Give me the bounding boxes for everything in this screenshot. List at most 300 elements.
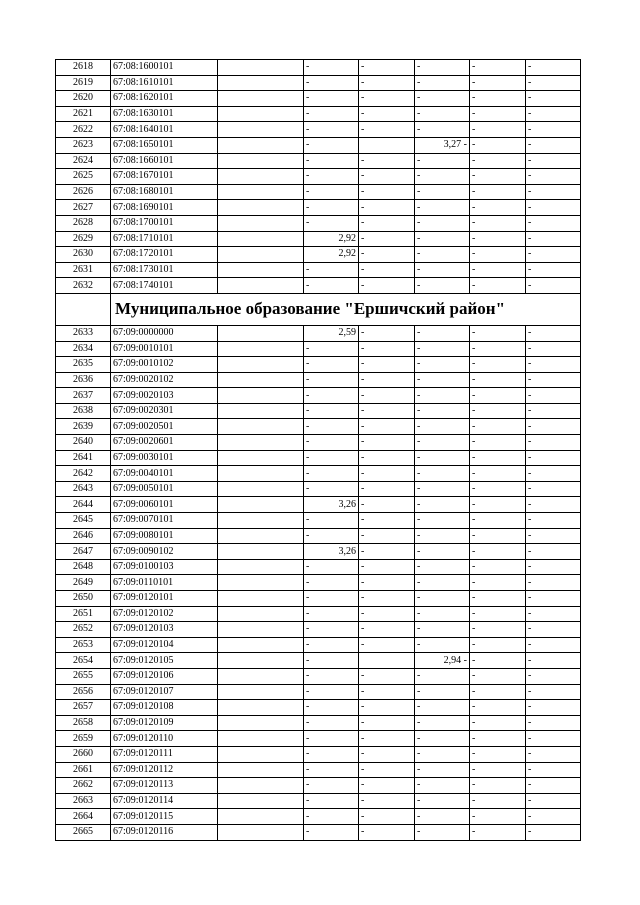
table-row [56, 481, 581, 497]
cadastral-code-cell: 67:08:1710101 [111, 231, 218, 247]
row-number-cell: 2635 [56, 357, 111, 373]
value-cell: 2,94 - [415, 653, 470, 669]
value-cell: - [470, 169, 526, 185]
row-number-cell: 2650 [56, 591, 111, 607]
value-cell: - [526, 700, 581, 716]
value-cell: - [415, 544, 470, 560]
value-cell: - [470, 466, 526, 482]
value-cell [218, 450, 304, 466]
row-number-cell: 2664 [56, 809, 111, 825]
value-cell [218, 388, 304, 404]
table-row [56, 824, 581, 840]
value-cell: - [526, 91, 581, 107]
row-number-cell: 2631 [56, 262, 111, 278]
value-cell: - [415, 419, 470, 435]
value-cell: - [470, 778, 526, 794]
value-cell: - [359, 372, 415, 388]
row-number-cell: 2657 [56, 700, 111, 716]
cadastral-code-cell: 67:08:1730101 [111, 262, 218, 278]
value-cell: - [359, 824, 415, 840]
value-cell: - [470, 637, 526, 653]
value-cell: - [304, 559, 359, 575]
value-cell: - [470, 528, 526, 544]
value-cell [218, 184, 304, 200]
row-number-cell: 2653 [56, 637, 111, 653]
cadastral-code-cell: 67:09:0120114 [111, 793, 218, 809]
row-number-cell: 2627 [56, 200, 111, 216]
cadastral-code-cell: 67:09:0120116 [111, 824, 218, 840]
section-heading-spacer [56, 293, 111, 325]
value-cell: - [415, 622, 470, 638]
value-cell: - [526, 357, 581, 373]
row-number-cell: 2648 [56, 559, 111, 575]
value-cell [218, 419, 304, 435]
value-cell [218, 200, 304, 216]
value-cell: - [415, 341, 470, 357]
value-cell [218, 91, 304, 107]
value-cell: - [415, 215, 470, 231]
cadastral-code-cell: 67:08:1640101 [111, 122, 218, 138]
table-row [56, 731, 581, 747]
value-cell: - [526, 262, 581, 278]
value-cell: - [359, 325, 415, 341]
value-cell: - [304, 403, 359, 419]
value-cell: - [415, 169, 470, 185]
value-cell: - [470, 700, 526, 716]
value-cell: - [470, 262, 526, 278]
value-cell: - [415, 122, 470, 138]
value-cell: - [415, 75, 470, 91]
value-cell [218, 357, 304, 373]
value-cell [359, 137, 415, 153]
value-cell: - [470, 668, 526, 684]
value-cell [218, 215, 304, 231]
value-cell: - [359, 793, 415, 809]
table-row [56, 60, 581, 76]
value-cell [218, 137, 304, 153]
cadastral-code-cell: 67:09:0120109 [111, 715, 218, 731]
cadastral-code-cell: 67:09:0050101 [111, 481, 218, 497]
table-row [56, 435, 581, 451]
value-cell: - [526, 419, 581, 435]
cadastral-code-cell: 67:09:0120108 [111, 700, 218, 716]
value-cell: - [359, 497, 415, 513]
table-row [56, 606, 581, 622]
table-row [56, 528, 581, 544]
cadastral-code-cell: 67:08:1630101 [111, 106, 218, 122]
value-cell: 2,92 [304, 247, 359, 263]
value-cell: - [415, 357, 470, 373]
value-cell: - [359, 809, 415, 825]
value-cell: - [359, 544, 415, 560]
value-cell: - [470, 247, 526, 263]
cadastral-code-cell: 67:09:0080101 [111, 528, 218, 544]
value-cell: - [415, 700, 470, 716]
value-cell: - [470, 544, 526, 560]
cadastral-code-cell: 67:09:0120103 [111, 622, 218, 638]
row-number-cell: 2620 [56, 91, 111, 107]
value-cell: - [526, 388, 581, 404]
value-cell: - [359, 122, 415, 138]
cadastral-code-cell: 67:09:0010102 [111, 357, 218, 373]
value-cell [218, 575, 304, 591]
value-cell: - [470, 137, 526, 153]
value-cell: - [304, 793, 359, 809]
value-cell [218, 653, 304, 669]
value-cell: - [470, 481, 526, 497]
value-cell: - [470, 746, 526, 762]
table-row [56, 668, 581, 684]
table-row [56, 684, 581, 700]
value-cell: - [304, 528, 359, 544]
value-cell: - [470, 824, 526, 840]
cadastral-code-cell: 67:09:0070101 [111, 513, 218, 529]
table-row [56, 497, 581, 513]
value-cell: - [415, 513, 470, 529]
value-cell [218, 325, 304, 341]
row-number-cell: 2626 [56, 184, 111, 200]
value-cell: - [526, 653, 581, 669]
value-cell [218, 435, 304, 451]
value-cell: - [470, 200, 526, 216]
value-cell [218, 497, 304, 513]
value-cell: - [415, 403, 470, 419]
value-cell: - [304, 809, 359, 825]
table-row [56, 388, 581, 404]
value-cell [359, 653, 415, 669]
value-cell: - [526, 809, 581, 825]
value-cell: - [415, 809, 470, 825]
value-cell [218, 122, 304, 138]
cadastral-code-cell: 67:08:1700101 [111, 215, 218, 231]
cadastral-code-cell: 67:09:0120104 [111, 637, 218, 653]
row-number-cell: 2640 [56, 435, 111, 451]
row-number-cell: 2644 [56, 497, 111, 513]
value-cell: - [526, 450, 581, 466]
value-cell: - [470, 403, 526, 419]
cadastral-code-cell: 67:08:1680101 [111, 184, 218, 200]
value-cell [218, 559, 304, 575]
value-cell: - [359, 153, 415, 169]
value-cell: - [526, 278, 581, 294]
value-cell: - [359, 762, 415, 778]
value-cell: - [304, 215, 359, 231]
value-cell [218, 622, 304, 638]
value-cell: - [470, 106, 526, 122]
value-cell: - [470, 731, 526, 747]
value-cell: - [470, 372, 526, 388]
value-cell [218, 715, 304, 731]
value-cell: - [304, 184, 359, 200]
value-cell: - [359, 388, 415, 404]
value-cell: - [359, 403, 415, 419]
value-cell: - [470, 435, 526, 451]
value-cell: - [304, 75, 359, 91]
table-row [56, 450, 581, 466]
row-number-cell: 2655 [56, 668, 111, 684]
value-cell: - [304, 169, 359, 185]
value-cell: - [526, 559, 581, 575]
value-cell: - [304, 700, 359, 716]
value-cell: - [526, 481, 581, 497]
value-cell: - [526, 215, 581, 231]
row-number-cell: 2645 [56, 513, 111, 529]
value-cell: - [415, 278, 470, 294]
value-cell: - [470, 513, 526, 529]
value-cell: - [415, 91, 470, 107]
cadastral-code-cell: 67:09:0030101 [111, 450, 218, 466]
table-row [56, 247, 581, 263]
value-cell: - [415, 247, 470, 263]
value-cell: - [415, 824, 470, 840]
value-cell: - [415, 793, 470, 809]
row-number-cell: 2633 [56, 325, 111, 341]
value-cell: - [359, 668, 415, 684]
value-cell: - [415, 200, 470, 216]
table-row [56, 325, 581, 341]
value-cell: - [359, 575, 415, 591]
value-cell: - [304, 762, 359, 778]
value-cell: - [304, 622, 359, 638]
value-cell: - [359, 715, 415, 731]
table-row [56, 637, 581, 653]
row-number-cell: 2662 [56, 778, 111, 794]
value-cell: - [359, 622, 415, 638]
value-cell: - [415, 325, 470, 341]
table-row [56, 715, 581, 731]
value-cell [218, 762, 304, 778]
value-cell [218, 513, 304, 529]
row-number-cell: 2619 [56, 75, 111, 91]
value-cell [218, 793, 304, 809]
table-row [56, 575, 581, 591]
cadastral-code-cell: 67:09:0110101 [111, 575, 218, 591]
row-number-cell: 2630 [56, 247, 111, 263]
cadastral-code-cell: 67:09:0020102 [111, 372, 218, 388]
value-cell: - [526, 137, 581, 153]
row-number-cell: 2622 [56, 122, 111, 138]
table-row [56, 278, 581, 294]
table-row [56, 778, 581, 794]
value-cell [218, 684, 304, 700]
value-cell: - [304, 637, 359, 653]
table-row [56, 372, 581, 388]
cadastral-code-cell: 67:09:0120111 [111, 746, 218, 762]
row-number-cell: 2636 [56, 372, 111, 388]
value-cell: - [304, 278, 359, 294]
value-cell [218, 341, 304, 357]
table-row [56, 231, 581, 247]
cadastral-code-cell: 67:09:0120102 [111, 606, 218, 622]
cadastral-code-cell: 67:09:0120107 [111, 684, 218, 700]
table-row [56, 591, 581, 607]
value-cell [218, 372, 304, 388]
cadastral-code-cell: 67:09:0000000 [111, 325, 218, 341]
value-cell: - [470, 91, 526, 107]
value-cell: - [470, 715, 526, 731]
cadastral-code-cell: 67:09:0020501 [111, 419, 218, 435]
value-cell: - [304, 778, 359, 794]
cadastral-code-cell: 67:09:0120101 [111, 591, 218, 607]
row-number-cell: 2623 [56, 137, 111, 153]
value-cell: - [526, 403, 581, 419]
value-cell: - [470, 793, 526, 809]
value-cell: - [526, 247, 581, 263]
value-cell: - [415, 106, 470, 122]
value-cell: - [526, 153, 581, 169]
value-cell: - [359, 231, 415, 247]
value-cell: - [470, 122, 526, 138]
table-row [56, 653, 581, 669]
value-cell [218, 75, 304, 91]
value-cell: - [359, 341, 415, 357]
value-cell: - [470, 450, 526, 466]
value-cell: - [304, 388, 359, 404]
table-row [56, 809, 581, 825]
cadastral-code-cell: 67:09:0120110 [111, 731, 218, 747]
cadastral-code-cell: 67:08:1670101 [111, 169, 218, 185]
value-cell: - [526, 668, 581, 684]
value-cell: - [526, 684, 581, 700]
row-number-cell: 2642 [56, 466, 111, 482]
value-cell: - [304, 450, 359, 466]
value-cell: 3,26 [304, 497, 359, 513]
row-number-cell: 2661 [56, 762, 111, 778]
row-number-cell: 2656 [56, 684, 111, 700]
value-cell: - [470, 153, 526, 169]
table-row [56, 746, 581, 762]
row-number-cell: 2646 [56, 528, 111, 544]
value-cell: - [304, 91, 359, 107]
row-number-cell: 2649 [56, 575, 111, 591]
value-cell: - [526, 762, 581, 778]
value-cell: - [415, 481, 470, 497]
value-cell: - [470, 60, 526, 76]
row-number-cell: 2639 [56, 419, 111, 435]
value-cell: - [526, 544, 581, 560]
value-cell: - [415, 762, 470, 778]
value-cell [218, 466, 304, 482]
row-number-cell: 2637 [56, 388, 111, 404]
value-cell: - [304, 200, 359, 216]
value-cell [218, 731, 304, 747]
table-row [56, 262, 581, 278]
value-cell: - [526, 122, 581, 138]
cadastral-code-cell: 67:09:0090102 [111, 544, 218, 560]
row-number-cell: 2624 [56, 153, 111, 169]
table-row [56, 153, 581, 169]
value-cell: - [359, 700, 415, 716]
value-cell: - [304, 731, 359, 747]
value-cell: - [526, 169, 581, 185]
row-number-cell: 2621 [56, 106, 111, 122]
cadastral-code-cell: 67:09:0020301 [111, 403, 218, 419]
value-cell: - [359, 75, 415, 91]
value-cell: - [470, 559, 526, 575]
value-cell: - [415, 746, 470, 762]
value-cell: - [415, 388, 470, 404]
value-cell: 2,92 [304, 231, 359, 247]
value-cell: - [304, 824, 359, 840]
value-cell: - [359, 200, 415, 216]
row-number-cell: 2647 [56, 544, 111, 560]
row-number-cell: 2665 [56, 824, 111, 840]
value-cell: - [359, 591, 415, 607]
value-cell: - [359, 778, 415, 794]
value-cell: - [526, 622, 581, 638]
value-cell: - [359, 169, 415, 185]
value-cell: - [470, 591, 526, 607]
table-row [56, 700, 581, 716]
row-number-cell: 2654 [56, 653, 111, 669]
table-row [56, 184, 581, 200]
table-row [56, 466, 581, 482]
value-cell: - [304, 341, 359, 357]
section-heading-row [56, 293, 581, 325]
cadastral-code-cell: 67:08:1600101 [111, 60, 218, 76]
row-number-cell: 2634 [56, 341, 111, 357]
value-cell: - [470, 497, 526, 513]
value-cell: - [470, 653, 526, 669]
value-cell: - [304, 419, 359, 435]
value-cell: - [470, 231, 526, 247]
cadastral-code-cell: 67:09:0020103 [111, 388, 218, 404]
value-cell: - [304, 262, 359, 278]
value-cell: - [526, 513, 581, 529]
value-cell: - [415, 153, 470, 169]
value-cell: - [359, 278, 415, 294]
table-row [56, 75, 581, 91]
value-cell: - [526, 231, 581, 247]
value-cell: - [415, 684, 470, 700]
value-cell: - [304, 466, 359, 482]
value-cell: - [359, 215, 415, 231]
value-cell [218, 528, 304, 544]
value-cell: - [415, 372, 470, 388]
value-cell: - [304, 746, 359, 762]
value-cell [218, 153, 304, 169]
value-cell: - [415, 60, 470, 76]
value-cell: - [526, 106, 581, 122]
value-cell: - [470, 684, 526, 700]
value-cell: - [526, 731, 581, 747]
value-cell: - [415, 184, 470, 200]
value-cell: - [470, 325, 526, 341]
table-row [56, 419, 581, 435]
value-cell: - [526, 606, 581, 622]
value-cell [218, 668, 304, 684]
value-cell [218, 700, 304, 716]
value-cell: - [526, 60, 581, 76]
value-cell: - [359, 91, 415, 107]
value-cell: - [470, 419, 526, 435]
value-cell [218, 403, 304, 419]
value-cell: - [359, 513, 415, 529]
value-cell: - [470, 388, 526, 404]
value-cell: - [304, 684, 359, 700]
cadastral-code-cell: 67:08:1610101 [111, 75, 218, 91]
value-cell: - [359, 606, 415, 622]
cadastral-table [55, 59, 581, 841]
value-cell: - [415, 731, 470, 747]
row-number-cell: 2658 [56, 715, 111, 731]
table-row [56, 200, 581, 216]
table-row [56, 544, 581, 560]
row-number-cell: 2629 [56, 231, 111, 247]
value-cell: - [415, 528, 470, 544]
value-cell [218, 231, 304, 247]
value-cell [218, 481, 304, 497]
